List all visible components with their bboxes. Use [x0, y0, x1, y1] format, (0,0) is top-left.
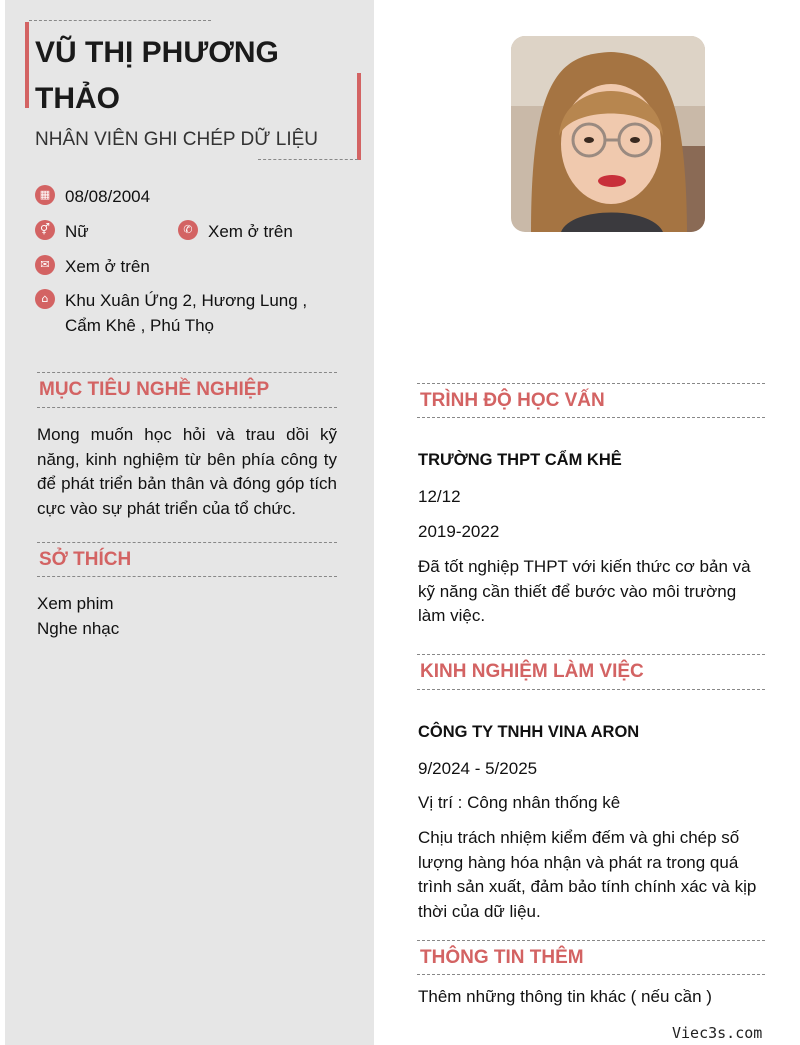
- experience-line: lượng hàng hóa nhận và phát ra trong quá: [418, 852, 739, 872]
- address-line-2: Cẩm Khê , Phú Thọ: [65, 316, 214, 335]
- education-period: 2019-2022: [418, 522, 500, 541]
- calendar-icon: ▦: [35, 185, 55, 205]
- accent-bar-left: [25, 22, 29, 108]
- birthday: 08/08/2004: [65, 187, 151, 206]
- accent-bar-right: [357, 73, 361, 160]
- candidate-name: VŨ THỊ PHƯƠNG THẢO: [35, 36, 279, 115]
- divider: [37, 576, 337, 577]
- left-sidebar: [5, 0, 374, 1045]
- job-title: NHÂN VIÊN GHI CHÉP DỮ LIỆU: [35, 129, 318, 150]
- divider: [417, 940, 765, 941]
- education-line: làm việc.: [418, 606, 486, 625]
- divider: [417, 654, 765, 655]
- objective-line: Mong muốn học hỏi và trau dồi kỹ: [37, 425, 337, 444]
- hobby-item: Nghe nhạc: [37, 619, 120, 638]
- objective-line: để phát triển bản thân và đóng góp tích: [37, 474, 337, 493]
- divider: [37, 407, 337, 408]
- extra-heading: THÔNG TIN THÊM: [420, 947, 584, 968]
- divider: [29, 20, 211, 21]
- home-icon: ⌂: [35, 289, 55, 309]
- watermark: Viec3s.com: [672, 1024, 763, 1042]
- education-description: [418, 555, 766, 629]
- gender-icon: ⚥: [35, 220, 55, 240]
- divider: [258, 159, 358, 160]
- education-heading: TRÌNH ĐỘ HỌC VẤN: [420, 390, 605, 411]
- email: Xem ở trên: [65, 257, 150, 276]
- experience-heading: KINH NGHIỆM LÀM VIỆC: [420, 661, 644, 682]
- divider: [417, 383, 765, 384]
- school-name: TRƯỜNG THPT CẨM KHÊ: [418, 451, 622, 469]
- hobby-item: Xem phim: [37, 594, 114, 613]
- experience-line: Chịu trách nhiệm kiểm đếm và ghi chép số: [418, 828, 740, 847]
- objective-line: cực vào sự phát triển của tổ chức.: [37, 498, 297, 518]
- phone: Xem ở trên: [208, 222, 293, 241]
- objective-text: [37, 423, 337, 521]
- email-icon: ✉: [35, 255, 55, 275]
- experience-description: [418, 826, 766, 924]
- divider: [37, 372, 337, 373]
- experience-line: thời của dữ liệu.: [418, 901, 541, 921]
- education-grade: 12/12: [418, 487, 461, 506]
- divider: [417, 974, 765, 975]
- objective-line: năng, kinh nghiệm từ bên phía công ty: [37, 449, 337, 469]
- experience-period: 9/2024 - 5/2025: [418, 759, 538, 778]
- gender: Nữ: [65, 222, 89, 241]
- experience-position: Vị trí : Công nhân thống kê: [418, 793, 621, 812]
- company-name: CÔNG TY TNHH VINA ARON: [418, 723, 640, 741]
- education-line: Đã tốt nghiệp THPT với kiến thức cơ bản và: [418, 557, 751, 576]
- objective-heading: MỤC TIÊU NGHỀ NGHIỆP: [39, 379, 270, 400]
- divider: [417, 689, 765, 690]
- education-line: kỹ năng cần thiết để bước vào môi trường: [418, 581, 737, 601]
- hobbies-heading: SỞ THÍCH: [39, 549, 132, 570]
- experience-line: trình sản xuất, đảm bảo tính chính xác và kịp: [418, 877, 757, 896]
- divider: [417, 417, 765, 418]
- profile-photo: [511, 36, 705, 232]
- phone-icon: ✆: [178, 220, 198, 240]
- address-line-1: Khu Xuân Ứng 2, Hương Lung ,: [65, 291, 308, 310]
- divider: [37, 542, 337, 543]
- extra-text: Thêm những thông tin khác ( nếu cần ): [418, 987, 712, 1006]
